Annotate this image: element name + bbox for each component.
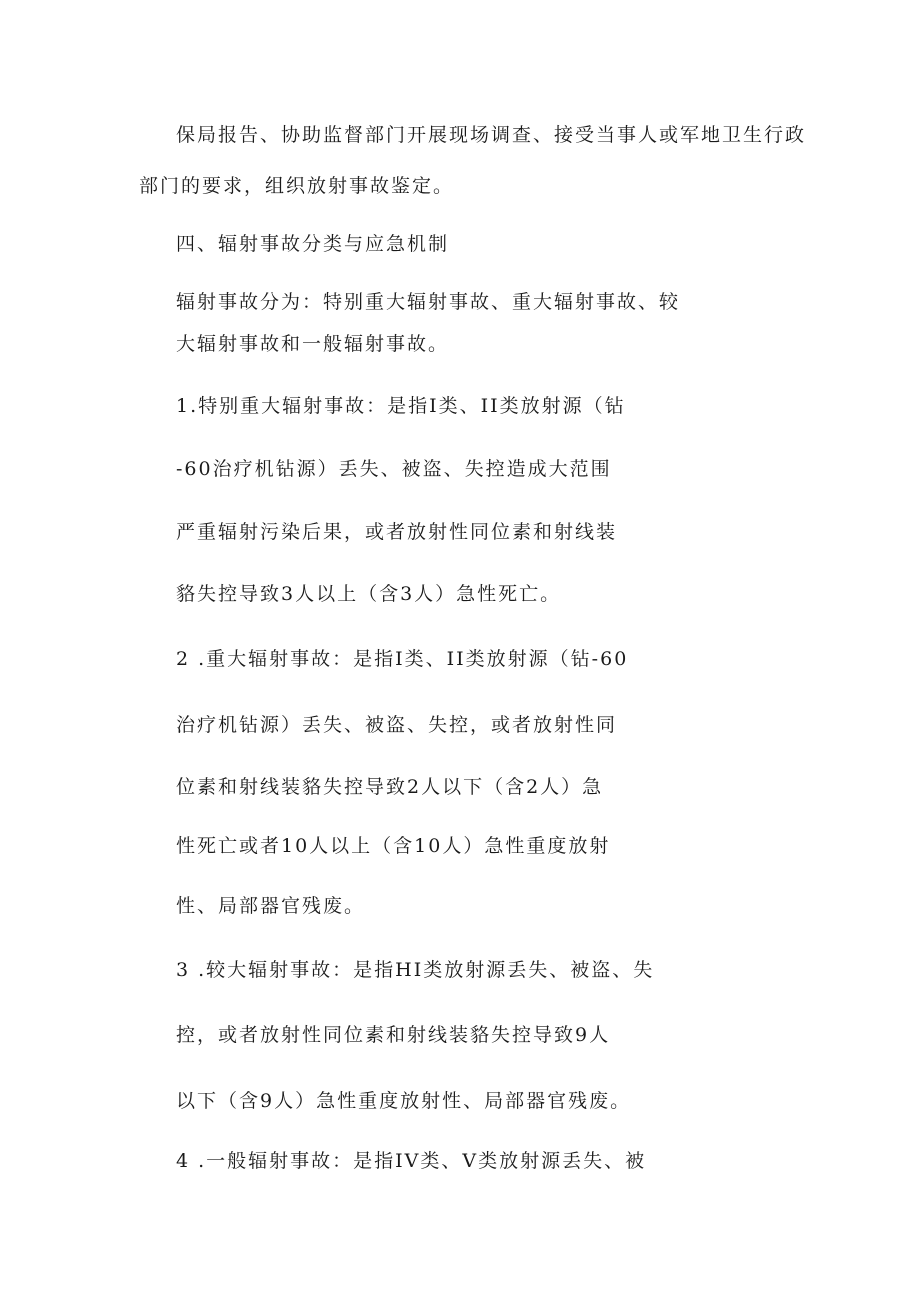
paragraph-line: 部门的要求，组织放射事故鉴定。 [139, 175, 455, 197]
paragraph-line: 貉失控导致3人以上（含3人）急性死亡。 [176, 583, 562, 605]
paragraph-line: -60治疗机钻源）丢失、被盗、失控造成大范围 [176, 458, 612, 480]
paragraph-line: 严重辐射污染后果，或者放射性同位素和射线装 [176, 521, 618, 543]
paragraph-line: 辐射事故分为：特别重大辐射事故、重大辐射事故、较 [176, 291, 681, 313]
paragraph-line: 4 .一般辐射事故：是指IV类、V类放射源丢失、被 [176, 1150, 647, 1172]
paragraph-line: 保局报告、协助监督部门开展现场调查、接受当事人或军地卫生行政 [176, 124, 807, 146]
paragraph-line: 大辐射事故和一般辐射事故。 [176, 333, 450, 355]
paragraph-line: 性死亡或者10人以上（含10人）急性重度放射 [176, 835, 611, 857]
paragraph-line: 1.特别重大辐射事故：是指I类、II类放射源（钻 [176, 395, 626, 417]
paragraph-line: 治疗机钻源）丢失、被盗、失控，或者放射性同 [176, 714, 618, 736]
paragraph-line: 2 .重大辐射事故：是指I类、II类放射源（钻-60 [176, 648, 629, 670]
paragraph-line: 以下（含9人）急性重度放射性、局部器官残废。 [176, 1090, 632, 1112]
paragraph-line: 控，或者放射性同位素和射线装貉失控导致9人 [176, 1024, 611, 1046]
section-heading: 四、辐射事故分类与应急机制 [176, 233, 450, 255]
paragraph-line: 3 .较大辐射事故：是指HI类放射源丢失、被盗、失 [176, 959, 655, 981]
paragraph-line: 性、局部器官残废。 [176, 895, 366, 917]
paragraph-line: 位素和射线装貉失控导致2人以下（含2人）急 [176, 776, 604, 798]
